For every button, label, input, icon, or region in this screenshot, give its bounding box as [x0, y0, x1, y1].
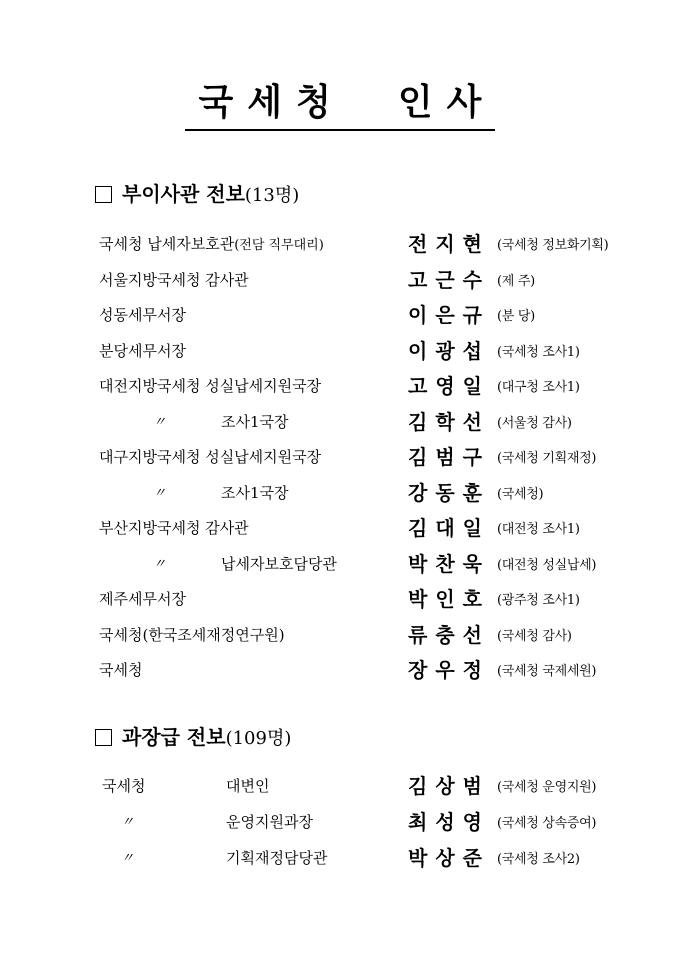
position-title: 분당세무서장 [99, 341, 186, 360]
appointee-name: 이은규 [408, 303, 490, 327]
previous-post: (국세청 감사) [497, 628, 572, 644]
section-count: (109명) [225, 728, 292, 749]
section-count: (13명) [244, 185, 300, 206]
appointment-row [0, 437, 680, 473]
previous-post: (대구청 조사1) [497, 380, 580, 395]
section-label: 과장급 전보 [122, 725, 226, 749]
appointee-name: 류충선 [408, 622, 490, 647]
appointee-name: 김대일 [408, 516, 490, 540]
previous-post: (국세청 운영지원) [497, 780, 597, 795]
ditto-mark: 〃 [121, 815, 135, 830]
position-title: 대전지방국세청 성실납세지원국장 [99, 377, 322, 395]
title-text: 국세청 인사 [185, 74, 496, 131]
appointment-row [0, 366, 680, 402]
position-title [99, 233, 324, 254]
document-title [0, 74, 680, 131]
appointee-name: 김학선 [408, 409, 490, 434]
appointment-row [0, 579, 680, 615]
appointment-row [0, 331, 680, 367]
position-title: 제주세무서장 [99, 590, 186, 608]
appointee-name: 고영일 [408, 374, 490, 398]
previous-post: (국세청 조사1) [497, 344, 580, 360]
position-note: (전담 직무대리) [234, 238, 324, 253]
appointment-row [0, 544, 680, 580]
ditto-mark: 〃 [153, 485, 167, 501]
section-label: 부이사관 전보 [122, 182, 245, 206]
ditto-mark: 〃 [153, 414, 167, 430]
checkbox-square-icon [95, 186, 112, 203]
appointee-name: 고근수 [408, 267, 490, 292]
previous-post: (국세청 기획재정) [497, 451, 597, 466]
section-heading-2 [95, 721, 291, 750]
appointment-row [0, 615, 680, 651]
checkbox-square-icon [95, 729, 112, 746]
appointment-row [0, 838, 680, 874]
appointment-row [0, 508, 680, 544]
ditto-mark: 〃 [121, 851, 135, 866]
appointment-row [0, 295, 680, 331]
previous-post: (분 당) [497, 309, 535, 324]
previous-post: (국세청 정보화기획) [497, 238, 609, 253]
previous-post: (서울청 감사) [497, 415, 572, 431]
appointment-row [0, 650, 680, 686]
previous-post: (대전청 성실납세) [497, 557, 597, 573]
position-title: 서울지방국세청 감사관 [99, 270, 249, 289]
appointee-name: 김범구 [408, 445, 490, 469]
appointee-name: 박찬욱 [408, 551, 490, 576]
appointee-name: 박인호 [408, 587, 490, 611]
appointee-name: 장우정 [408, 658, 490, 682]
appointee-name: 김상범 [408, 774, 490, 798]
appointment-row [0, 473, 680, 509]
position-title: 국세청 [99, 661, 143, 679]
appointee-name: 최성영 [408, 810, 490, 834]
position-title: 운영지원과장 [226, 813, 313, 831]
position-title: 성동세무서장 [99, 306, 186, 324]
office-name: 국세청 [102, 777, 146, 795]
previous-post: (국세청 조사2) [497, 852, 580, 867]
position-title: 대구지방국세청 성실납세지원국장 [99, 448, 322, 466]
position-title: 납세자보호담당관 [221, 554, 337, 573]
appointment-row [0, 260, 680, 296]
previous-post: (국세청 상속증여) [497, 816, 597, 831]
position-title: 국세청(한국조세재정연구원) [99, 625, 285, 644]
previous-post: (대전청 조사1) [497, 522, 580, 537]
previous-post: (광주청 조사1) [497, 593, 580, 608]
position-main: 국세청 납세자보호관 [99, 235, 235, 253]
appointee-name: 강동훈 [408, 480, 490, 505]
ditto-mark: 〃 [153, 556, 167, 572]
appointment-row [0, 766, 680, 802]
appointment-row [0, 224, 680, 260]
section-heading-1 [95, 178, 299, 207]
position-title: 조사1국장 [221, 412, 289, 431]
appointee-name: 전지현 [408, 232, 490, 256]
appointment-row [0, 402, 680, 438]
previous-post: (제 주) [497, 273, 535, 289]
previous-post: (국세청) [497, 486, 544, 502]
position-title: 조사1국장 [221, 483, 289, 502]
position-title: 대변인 [226, 777, 270, 795]
appointee-name: 이광섭 [408, 338, 490, 363]
position-title: 부산지방국세청 감사관 [99, 519, 249, 537]
position-title: 기획재정담당관 [226, 849, 328, 867]
appointee-name: 박상준 [408, 846, 490, 870]
previous-post: (국세청 국제세원) [497, 664, 597, 679]
appointment-row [0, 802, 680, 838]
